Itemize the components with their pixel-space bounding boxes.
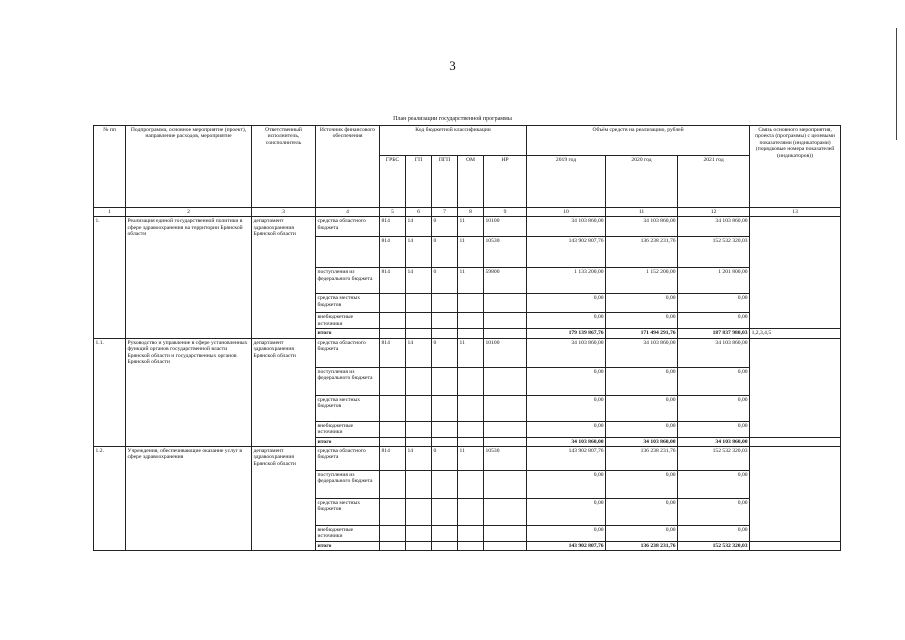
- amount-2021: 152 532 320,03: [678, 237, 750, 268]
- program-name: Руководство и управление в сфере установленных функций органов государственной власти Брянской области и государственных органов Брянской области: [126, 338, 252, 446]
- responsible-executor: департамент здравоохранения Брянской области: [252, 446, 316, 550]
- code-empty: [406, 329, 432, 338]
- amount-2019: 34 103 860,00: [527, 338, 606, 367]
- column-number: 6: [406, 208, 432, 217]
- amount-2021: 0,00: [678, 421, 750, 437]
- column-number: 8: [458, 208, 484, 217]
- code-gp: [406, 294, 432, 313]
- code-om: [458, 470, 484, 498]
- code-gp: [406, 395, 432, 421]
- total-2020: 171 494 291,76: [606, 329, 678, 338]
- code-nr: [484, 498, 527, 525]
- header-executor: Ответственный исполнитель, соисполнитель: [252, 126, 316, 208]
- code-empty: [406, 437, 432, 446]
- header-pgp: ПГП: [432, 156, 458, 208]
- code-grbs: 814: [380, 446, 406, 470]
- code-grbs: [380, 367, 406, 395]
- indicator-numbers: [750, 437, 841, 446]
- code-om: 11: [458, 446, 484, 470]
- code-om: 11: [458, 237, 484, 268]
- code-gp: [406, 367, 432, 395]
- amount-2021: 34 103 860,00: [678, 338, 750, 367]
- indicator-link: [750, 446, 841, 541]
- code-empty: [458, 329, 484, 338]
- column-number: 3: [252, 208, 316, 217]
- funding-source: средства местных бюджетов: [316, 395, 380, 421]
- code-om: [458, 395, 484, 421]
- code-grbs: [380, 421, 406, 437]
- code-empty: [380, 541, 406, 550]
- column-number: 12: [678, 208, 750, 217]
- implementation-plan-table: [93, 125, 841, 551]
- code-pgp: [432, 367, 458, 395]
- code-grbs: [380, 313, 406, 329]
- funding-source: средства местных бюджетов: [316, 498, 380, 525]
- code-nr: [484, 525, 527, 541]
- amount-2021: 0,00: [678, 294, 750, 313]
- amount-2019: 1 133 200,00: [527, 268, 606, 294]
- column-number: 10: [527, 208, 606, 217]
- code-om: [458, 421, 484, 437]
- responsible-executor: департамент здравоохранения Брянской области: [252, 338, 316, 446]
- code-empty: [380, 329, 406, 338]
- code-pgp: [432, 498, 458, 525]
- code-empty: [458, 541, 484, 550]
- amount-2019: 0,00: [527, 470, 606, 498]
- code-grbs: [380, 395, 406, 421]
- amount-2021: 0,00: [678, 313, 750, 329]
- header-2019: 2019 год: [527, 156, 606, 208]
- header-link: Связь основного мероприятия, проекта (программы) с целевыми показателями (индикаторами) (порядковые номера показателей (индикаторов)): [750, 126, 841, 208]
- table-title: План реализации государственной программы: [393, 116, 512, 122]
- column-number: 4: [316, 208, 380, 217]
- code-grbs: 814: [380, 237, 406, 268]
- header-2021: 2021 год: [678, 156, 750, 208]
- total-2019: 143 902 807,76: [527, 541, 606, 550]
- table-row: [94, 217, 841, 237]
- funding-source: внебюджетные источники: [316, 525, 380, 541]
- amount-2020: 0,00: [606, 470, 678, 498]
- code-om: [458, 525, 484, 541]
- code-nr: 10530: [484, 237, 527, 268]
- code-pgp: 0: [432, 338, 458, 367]
- code-om: 11: [458, 268, 484, 294]
- funding-source: средства областного бюджета: [316, 217, 380, 237]
- section-number: 1.2.: [94, 446, 126, 550]
- column-number: 11: [606, 208, 678, 217]
- indicator-numbers: 1,2,3,4,5: [750, 329, 841, 338]
- column-number: 5: [380, 208, 406, 217]
- funding-source: поступления из федерального бюджета: [316, 367, 380, 395]
- total-label: итого: [316, 541, 380, 550]
- indicator-link: [750, 338, 841, 437]
- total-2020: 136 238 231,76: [606, 541, 678, 550]
- amount-2021: 0,00: [678, 395, 750, 421]
- code-empty: [432, 541, 458, 550]
- header-2020: 2020 год: [606, 156, 678, 208]
- code-pgp: 0: [432, 237, 458, 268]
- amount-2020: 0,00: [606, 313, 678, 329]
- amount-2020: 34 103 860,00: [606, 217, 678, 237]
- scan-edge-line: [896, 28, 897, 140]
- code-grbs: [380, 525, 406, 541]
- column-number-row: [94, 208, 841, 217]
- funding-source: средства областного бюджета: [316, 338, 380, 367]
- code-gp: [406, 470, 432, 498]
- program-name: Учреждения, обеспечивающие оказание услуг в сфере здравоохранения: [126, 446, 252, 550]
- funding-source: внебюджетные источники: [316, 421, 380, 437]
- code-grbs: 814: [380, 338, 406, 367]
- amount-2019: 0,00: [527, 367, 606, 395]
- amount-2020: 0,00: [606, 421, 678, 437]
- funding-source: средства областного бюджета: [316, 446, 380, 470]
- column-number: 2: [126, 208, 252, 217]
- code-om: [458, 498, 484, 525]
- code-gp: 14: [406, 446, 432, 470]
- section-number: 1.1.: [94, 338, 126, 446]
- page-number: 3: [449, 58, 456, 73]
- indicator-numbers: [750, 541, 841, 550]
- code-empty: [432, 437, 458, 446]
- code-nr: [484, 313, 527, 329]
- amount-2021: 152 532 320,03: [678, 446, 750, 470]
- amount-2019: 0,00: [527, 525, 606, 541]
- code-empty: [406, 541, 432, 550]
- total-label: итого: [316, 329, 380, 338]
- code-gp: 14: [406, 217, 432, 237]
- amount-2020: 1 152 200,00: [606, 268, 678, 294]
- amount-2020: 34 103 860,00: [606, 338, 678, 367]
- total-2021: 34 103 860,00: [678, 437, 750, 446]
- code-pgp: 0: [432, 217, 458, 237]
- total-2019: 179 139 867,76: [527, 329, 606, 338]
- header-row-top: [94, 126, 841, 156]
- amount-2020: 136 238 231,76: [606, 237, 678, 268]
- amount-2019: 0,00: [527, 294, 606, 313]
- header-gp: ГП: [406, 156, 432, 208]
- amount-2020: 0,00: [606, 498, 678, 525]
- header-source: Источник финансового обеспечения: [316, 126, 380, 208]
- code-grbs: 814: [380, 268, 406, 294]
- code-nr: [484, 294, 527, 313]
- code-pgp: [432, 395, 458, 421]
- amount-2021: 1 201 800,00: [678, 268, 750, 294]
- section-number: 1.: [94, 217, 126, 338]
- code-gp: 14: [406, 338, 432, 367]
- code-gp: [406, 313, 432, 329]
- code-empty: [484, 437, 527, 446]
- header-nr: НР: [484, 156, 527, 208]
- responsible-executor: департамент здравоохранения Брянской области: [252, 217, 316, 338]
- code-pgp: [432, 313, 458, 329]
- code-gp: [406, 421, 432, 437]
- amount-2019: 0,00: [527, 395, 606, 421]
- code-nr: 10100: [484, 338, 527, 367]
- header-budget-code: Код бюджетной классификации: [380, 126, 527, 156]
- amount-2019: 0,00: [527, 421, 606, 437]
- column-number: 13: [750, 208, 841, 217]
- code-nr: [484, 421, 527, 437]
- code-nr: 59800: [484, 268, 527, 294]
- code-gp: [406, 525, 432, 541]
- amount-2020: 0,00: [606, 367, 678, 395]
- code-nr: [484, 470, 527, 498]
- table-row: [94, 338, 841, 367]
- code-pgp: [432, 294, 458, 313]
- header-program: Подпрограмма, основное мероприятие (проект), направление расходов, мероприятие: [126, 126, 252, 208]
- amount-2021: 34 103 860,00: [678, 217, 750, 237]
- code-grbs: 814: [380, 217, 406, 237]
- amount-2020: 0,00: [606, 525, 678, 541]
- code-empty: [484, 329, 527, 338]
- code-empty: [458, 437, 484, 446]
- code-om: 11: [458, 338, 484, 367]
- code-empty: [432, 329, 458, 338]
- code-grbs: [380, 470, 406, 498]
- code-gp: [406, 498, 432, 525]
- total-2019: 34 103 860,00: [527, 437, 606, 446]
- header-grbs: ГРБС: [380, 156, 406, 208]
- code-grbs: [380, 294, 406, 313]
- funding-source: средства местных бюджетов: [316, 294, 380, 313]
- column-number: 7: [432, 208, 458, 217]
- amount-2021: 0,00: [678, 367, 750, 395]
- code-grbs: [380, 498, 406, 525]
- amount-2019: 143 902 807,76: [527, 446, 606, 470]
- header-om: ОМ: [458, 156, 484, 208]
- indicator-link: [750, 217, 841, 329]
- amount-2019: 0,00: [527, 313, 606, 329]
- amount-2021: 0,00: [678, 470, 750, 498]
- column-number: 1: [94, 208, 126, 217]
- table-row: [94, 446, 841, 470]
- amount-2020: 0,00: [606, 294, 678, 313]
- code-gp: 14: [406, 237, 432, 268]
- code-empty: [380, 437, 406, 446]
- code-pgp: 0: [432, 446, 458, 470]
- code-om: 11: [458, 217, 484, 237]
- code-om: [458, 313, 484, 329]
- code-nr: [484, 367, 527, 395]
- code-nr: 10530: [484, 446, 527, 470]
- funding-source: внебюджетные источники: [316, 313, 380, 329]
- code-pgp: [432, 525, 458, 541]
- amount-2019: 34 103 860,00: [527, 217, 606, 237]
- amount-2020: 136 238 231,76: [606, 446, 678, 470]
- amount-2021: 0,00: [678, 525, 750, 541]
- code-nr: [484, 395, 527, 421]
- code-pgp: 0: [432, 268, 458, 294]
- funding-source: поступления из федерального бюджета: [316, 268, 380, 294]
- code-pgp: [432, 421, 458, 437]
- header-volume: Объём средств на реализацию, рублей: [527, 126, 750, 156]
- total-label: итого: [316, 437, 380, 446]
- code-om: [458, 367, 484, 395]
- amount-2020: 0,00: [606, 395, 678, 421]
- program-name: Реализация единой государственной политики в сфере здравоохранения на территории Брянской области: [126, 217, 252, 338]
- code-nr: 10100: [484, 217, 527, 237]
- total-2021: 187 837 980,03: [678, 329, 750, 338]
- code-pgp: [432, 470, 458, 498]
- amount-2019: 0,00: [527, 498, 606, 525]
- column-number: 9: [484, 208, 527, 217]
- header-num: № пп: [94, 126, 126, 208]
- total-2020: 34 103 860,00: [606, 437, 678, 446]
- code-gp: 14: [406, 268, 432, 294]
- code-empty: [484, 541, 527, 550]
- amount-2021: 0,00: [678, 498, 750, 525]
- amount-2019: 143 902 807,76: [527, 237, 606, 268]
- total-2021: 152 532 320,03: [678, 541, 750, 550]
- code-om: [458, 294, 484, 313]
- funding-source: [316, 237, 380, 268]
- funding-source: поступления из федерального бюджета: [316, 470, 380, 498]
